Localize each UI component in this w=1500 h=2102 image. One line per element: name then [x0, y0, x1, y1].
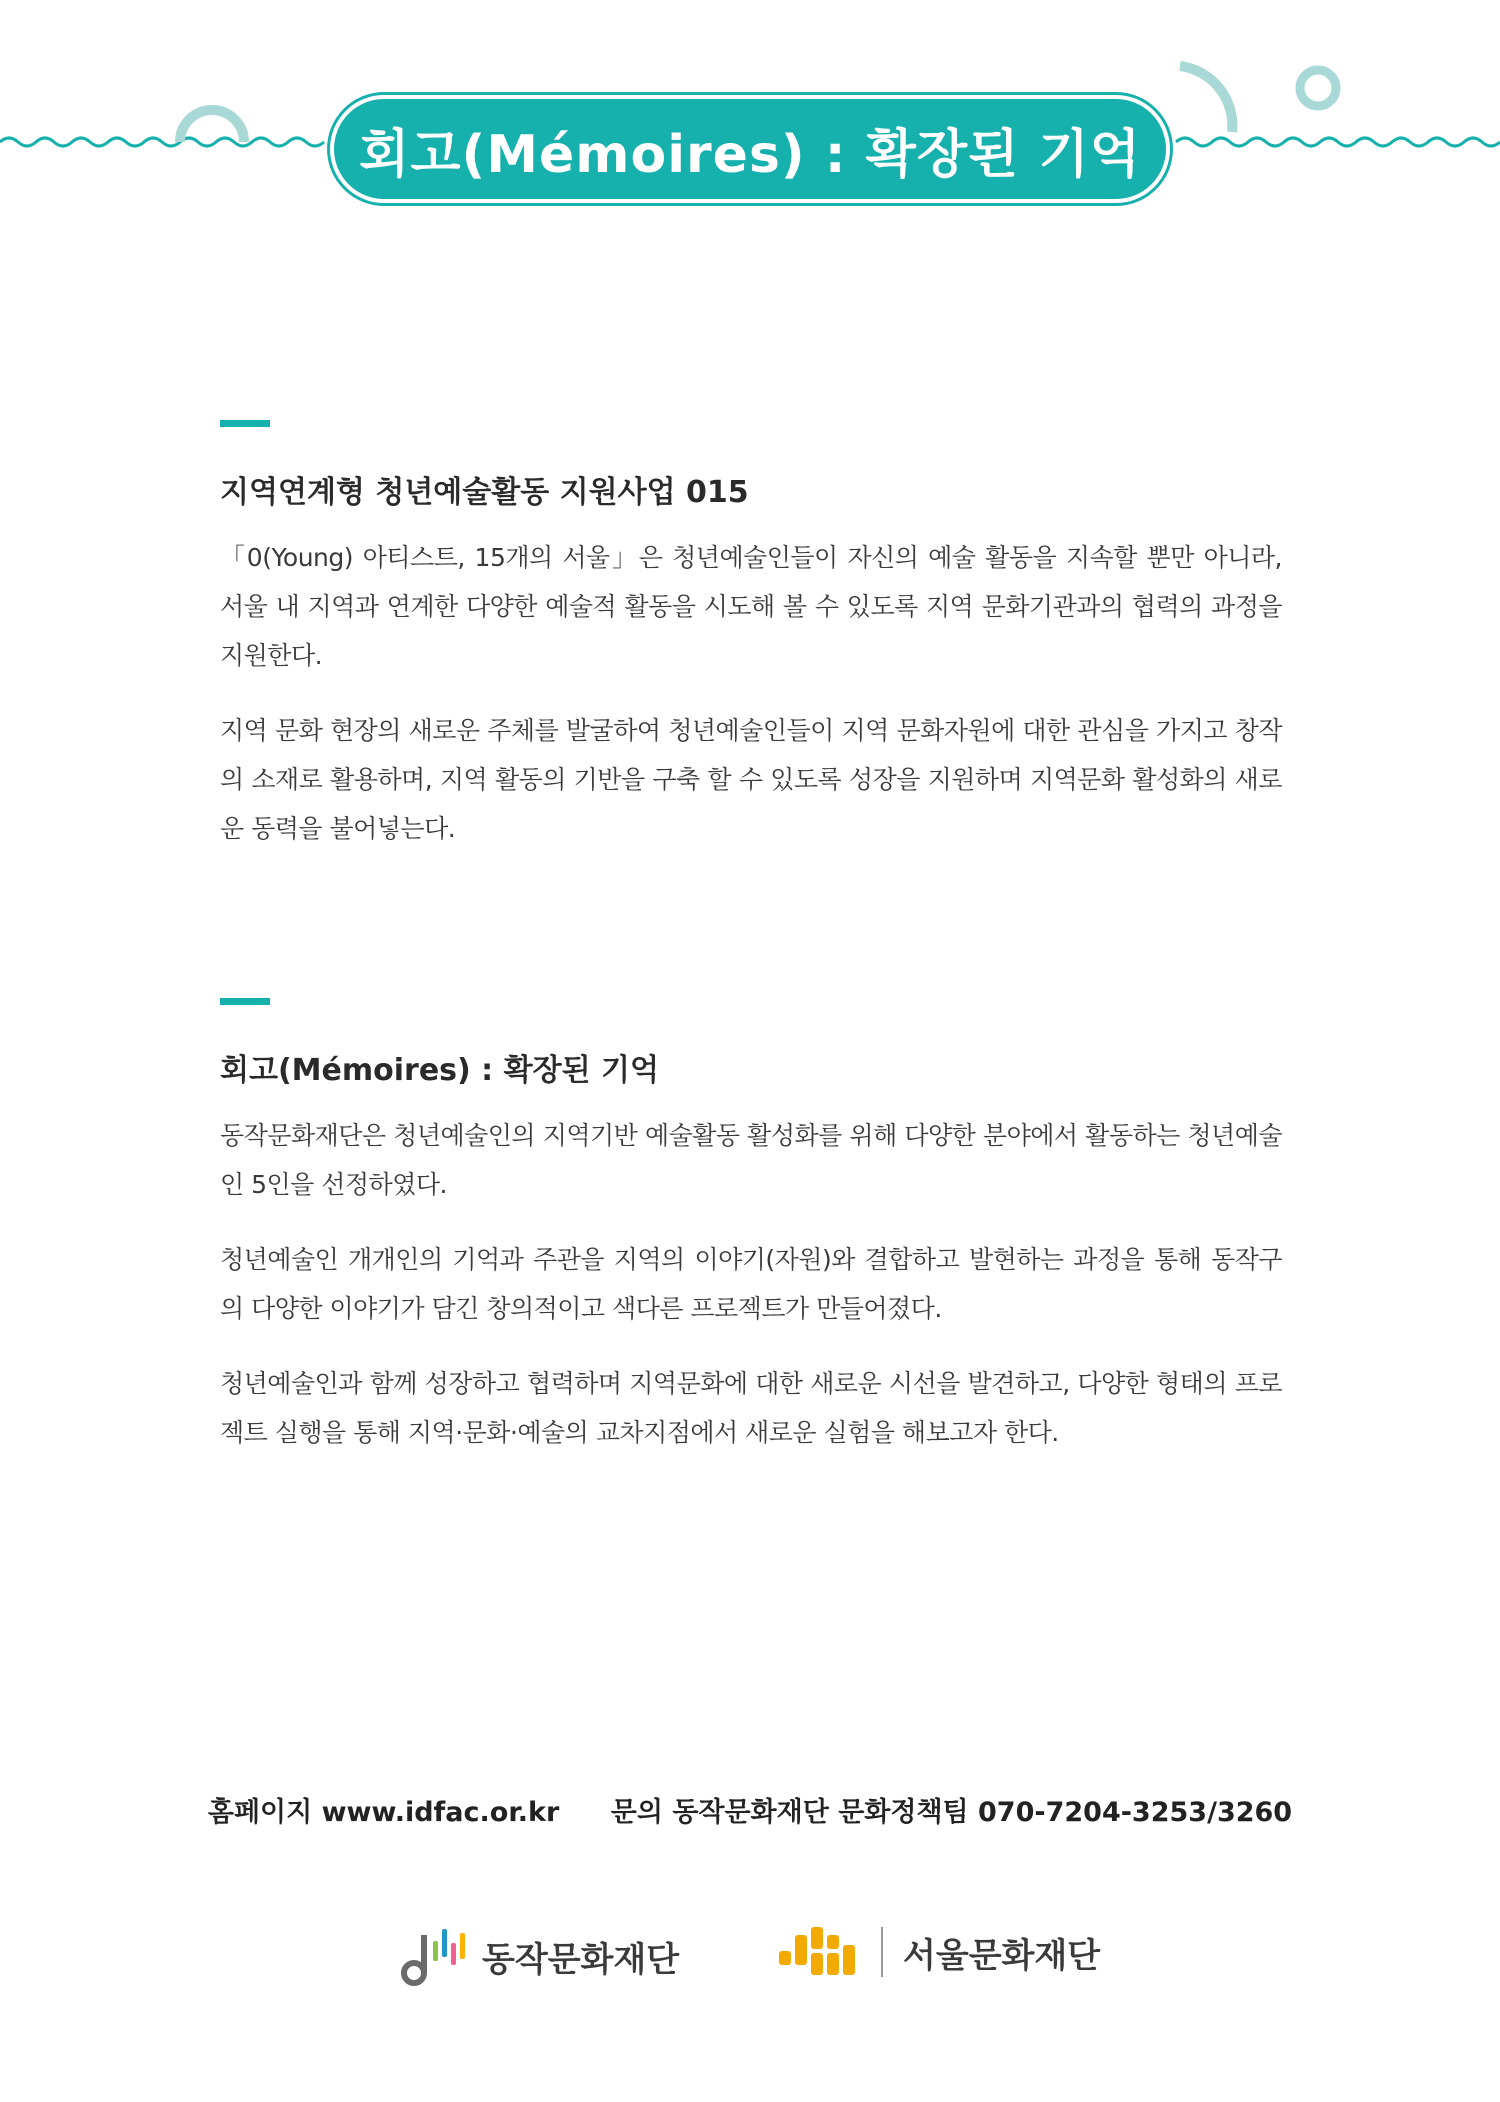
ring-deco	[1300, 70, 1336, 106]
wave-line-left	[0, 138, 324, 146]
inquiry-info: 문의 동작문화재단 문화정책팀 070-7204-3253/3260	[610, 1797, 1293, 1828]
dongjak-foundation-logo	[400, 1921, 679, 1991]
section-paragraph: 청년예술인과 함께 성장하고 협력하며 지역문화에 대한 새로운 시선을 발견하고, 다양한 형태의 프로젝트 실행을 통해 지역·문화·예술의 교차지점에서 새로운 실험을 해보고자 한다.	[220, 1369, 1282, 1447]
dongjak-foundation-mark-icon	[400, 1921, 470, 1991]
section-paragraph: 청년예술인 개개인의 기억과 주관을 지역의 이야기(자원)와 결합하고 발현하는 과정을 통해 동작구의 다양한 이야기가 담긴 창의적이고 색다른 프로젝트가 만들어졌다.	[220, 1245, 1282, 1323]
homepage-link[interactable]: 홈페이지 www.idfac.or.kr	[207, 1797, 560, 1828]
seoul-foundation-logo	[775, 1921, 1100, 1983]
section-paragraph: 동작문화재단은 청년예술인의 지역기반 예술활동 활성화를 위해 다양한 분야에서 활동하는 청년예술인 5인을 선정하였다.	[220, 1121, 1282, 1199]
section-memoires	[220, 998, 1282, 1483]
seoul-foundation-name: 서울문화재단	[903, 1935, 1101, 1976]
arc-deco	[1180, 66, 1232, 132]
section-paragraph: 「0(Young) 아티스트, 15개의 서울」은 청년예술인들이 자신의 예술 활동을 지속할 뿐만 아니라, 서울 내 지역과 연계한 다양한 예술적 활동을 시도해 볼 수 있도록 지역 문화기관과의 협력의 과정을 지원한다.	[220, 543, 1282, 670]
seoul-foundation-mark-icon	[775, 1921, 871, 1983]
contact-info	[0, 1790, 1500, 1829]
section-heading: 회고(Mémoires) : 확장된 기억	[220, 1053, 659, 1088]
section-heading: 지역연계형 청년예술활동 지원사업 015	[220, 475, 749, 510]
section-accent-bar	[220, 420, 270, 427]
logo-divider	[881, 1927, 883, 1977]
section-accent-bar	[220, 998, 270, 1005]
section-program-intro	[220, 420, 1282, 879]
page-title-banner	[330, 95, 1170, 203]
wave-line-right	[1176, 138, 1500, 146]
dongjak-foundation-name: 동작문화재단	[482, 1939, 680, 1980]
section-paragraph: 지역 문화 현장의 새로운 주체를 발굴하여 청년예술인들이 지역 문화자원에 대한 관심을 가지고 창작의 소재로 활용하며, 지역 활동의 기반을 구축 할 수 있도록 성장을 지원하며 지역문화 활성화의 새로운 동력을 불어넣는다.	[220, 716, 1282, 843]
footer-logos	[0, 1915, 1500, 1995]
page-title: 회고(Mémoires) : 확장된 기억	[359, 124, 1141, 185]
